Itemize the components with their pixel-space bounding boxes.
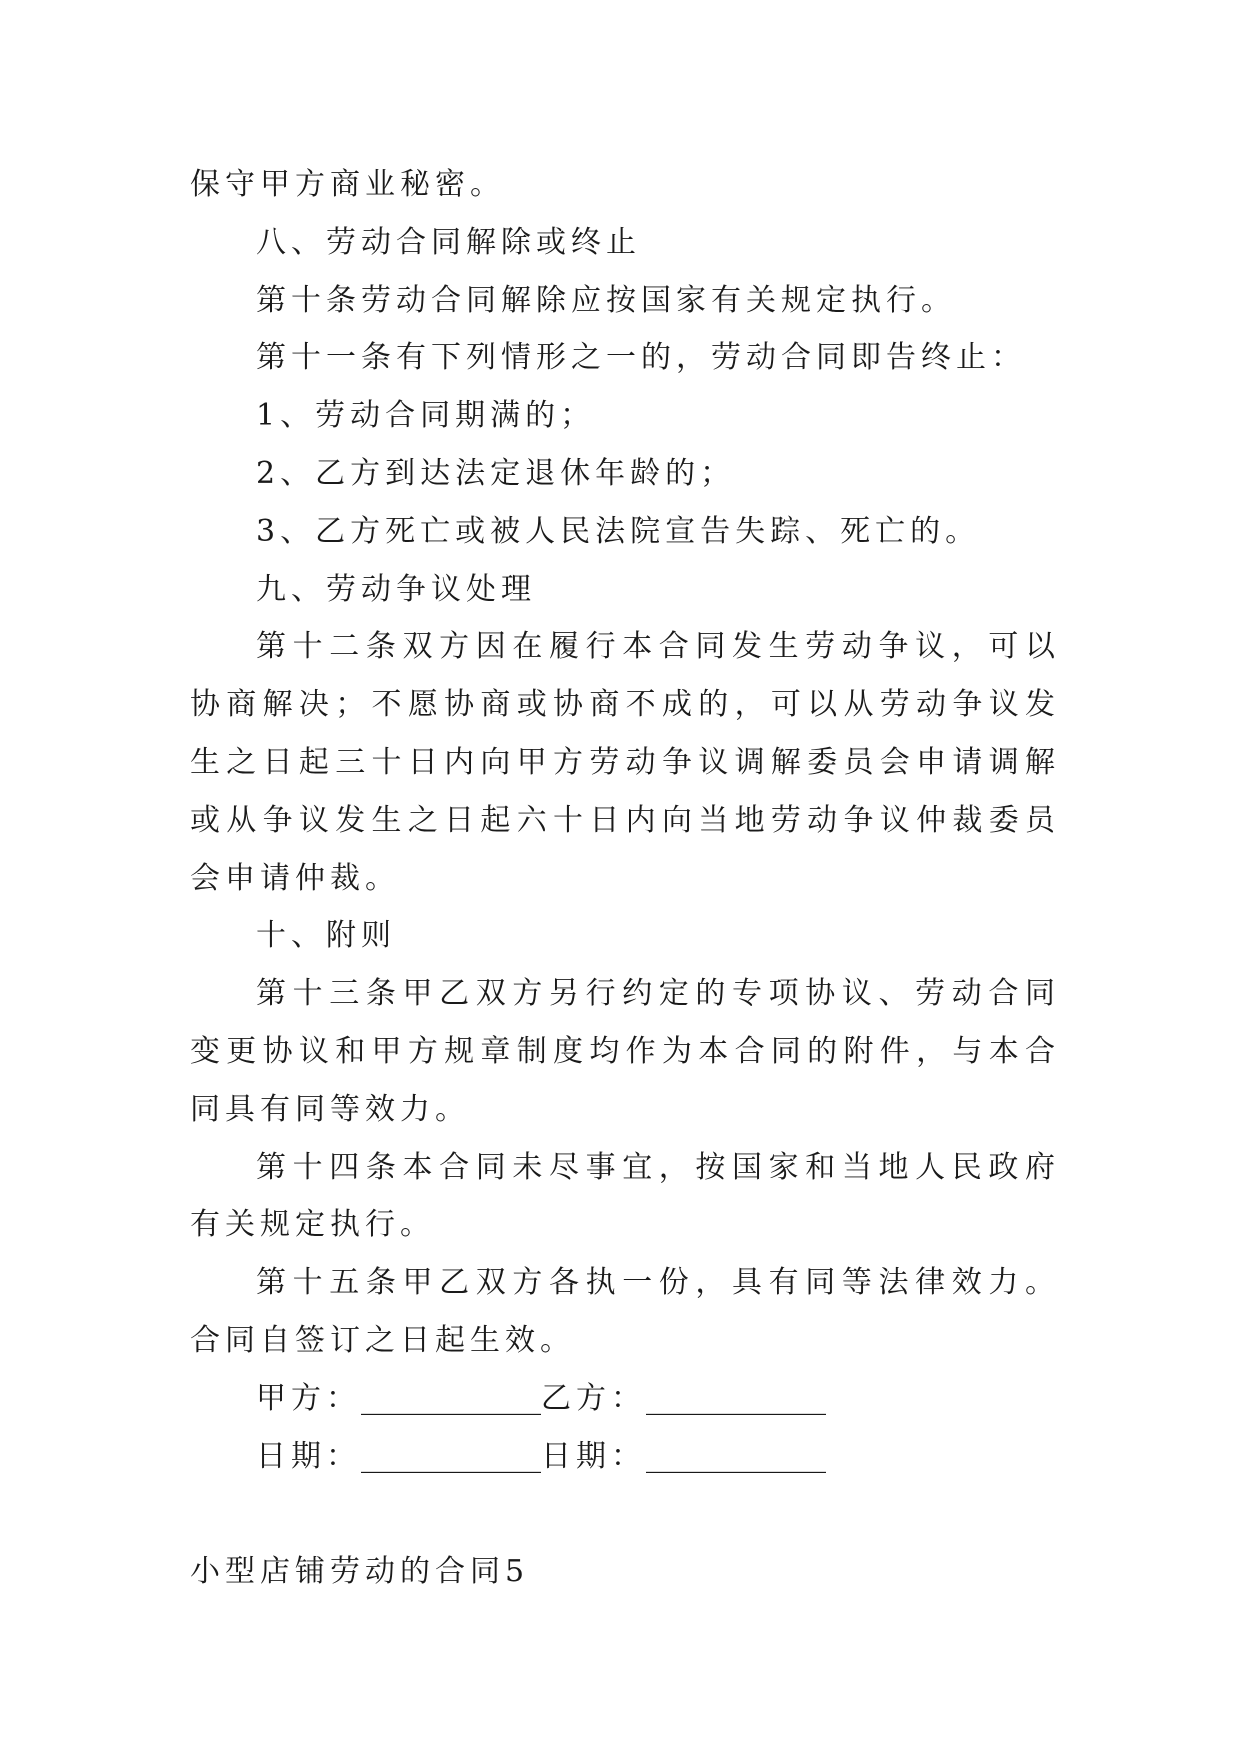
list-item: 1、劳动合同期满的； xyxy=(256,398,596,434)
date-b-blank: ____________ xyxy=(646,1438,826,1474)
date-b-label: 日期： xyxy=(541,1438,646,1474)
document-body xyxy=(190,156,1060,1601)
party-b-label: 乙方： xyxy=(541,1380,646,1416)
paragraph: 第十五条甲乙双方各执一份，具有同等法律效力。合同自签订之日起生效。 xyxy=(190,1265,1060,1358)
section-heading: 九、劳动争议处理 xyxy=(256,571,536,607)
party-a-label: 甲方： xyxy=(256,1380,361,1416)
list-item: 3、乙方死亡或被人民法院宣告失踪、死亡的。 xyxy=(256,513,981,549)
section-heading: 八、劳动合同解除或终止 xyxy=(256,224,641,260)
paragraph: 第十四条本合同未尽事宜，按国家和当地人民政府有关规定执行。 xyxy=(190,1149,1060,1243)
party-a-blank: ____________ xyxy=(361,1380,541,1416)
next-section-title: 小型店铺劳动的合同5 xyxy=(190,1554,530,1590)
paragraph: 第十条劳动合同解除应按国家有关规定执行。 xyxy=(256,282,956,318)
date-a-label: 日期： xyxy=(256,1438,361,1474)
list-item: 2、乙方到达法定退休年龄的； xyxy=(256,455,736,491)
paragraph: 第十一条有下列情形之一的，劳动合同即告终止： xyxy=(256,340,1026,376)
spacer xyxy=(190,1485,1060,1543)
party-b-blank: ____________ xyxy=(646,1380,826,1416)
section-heading: 十、附则 xyxy=(256,918,396,954)
paragraph: 保守甲方商业秘密。 xyxy=(190,167,505,202)
signature-line-parties xyxy=(190,1370,1060,1428)
date-a-blank: ____________ xyxy=(361,1438,541,1474)
paragraph: 第十二条双方因在履行本合同发生劳动争议，可以协商解决；不愿协商或协商不成的，可以从劳动争议发生之日起三十日内向甲方劳动争议调解委员会申请调解或从争议发生之日起六十日内向当地劳动争议仲裁委员会申请仲裁。 xyxy=(190,629,1060,896)
signature-line-dates xyxy=(190,1428,1060,1486)
paragraph: 第十三条甲乙双方另行约定的专项协议、劳动合同变更协议和甲方规章制度均作为本合同的附件，与本合同具有同等效力。 xyxy=(190,976,1060,1127)
